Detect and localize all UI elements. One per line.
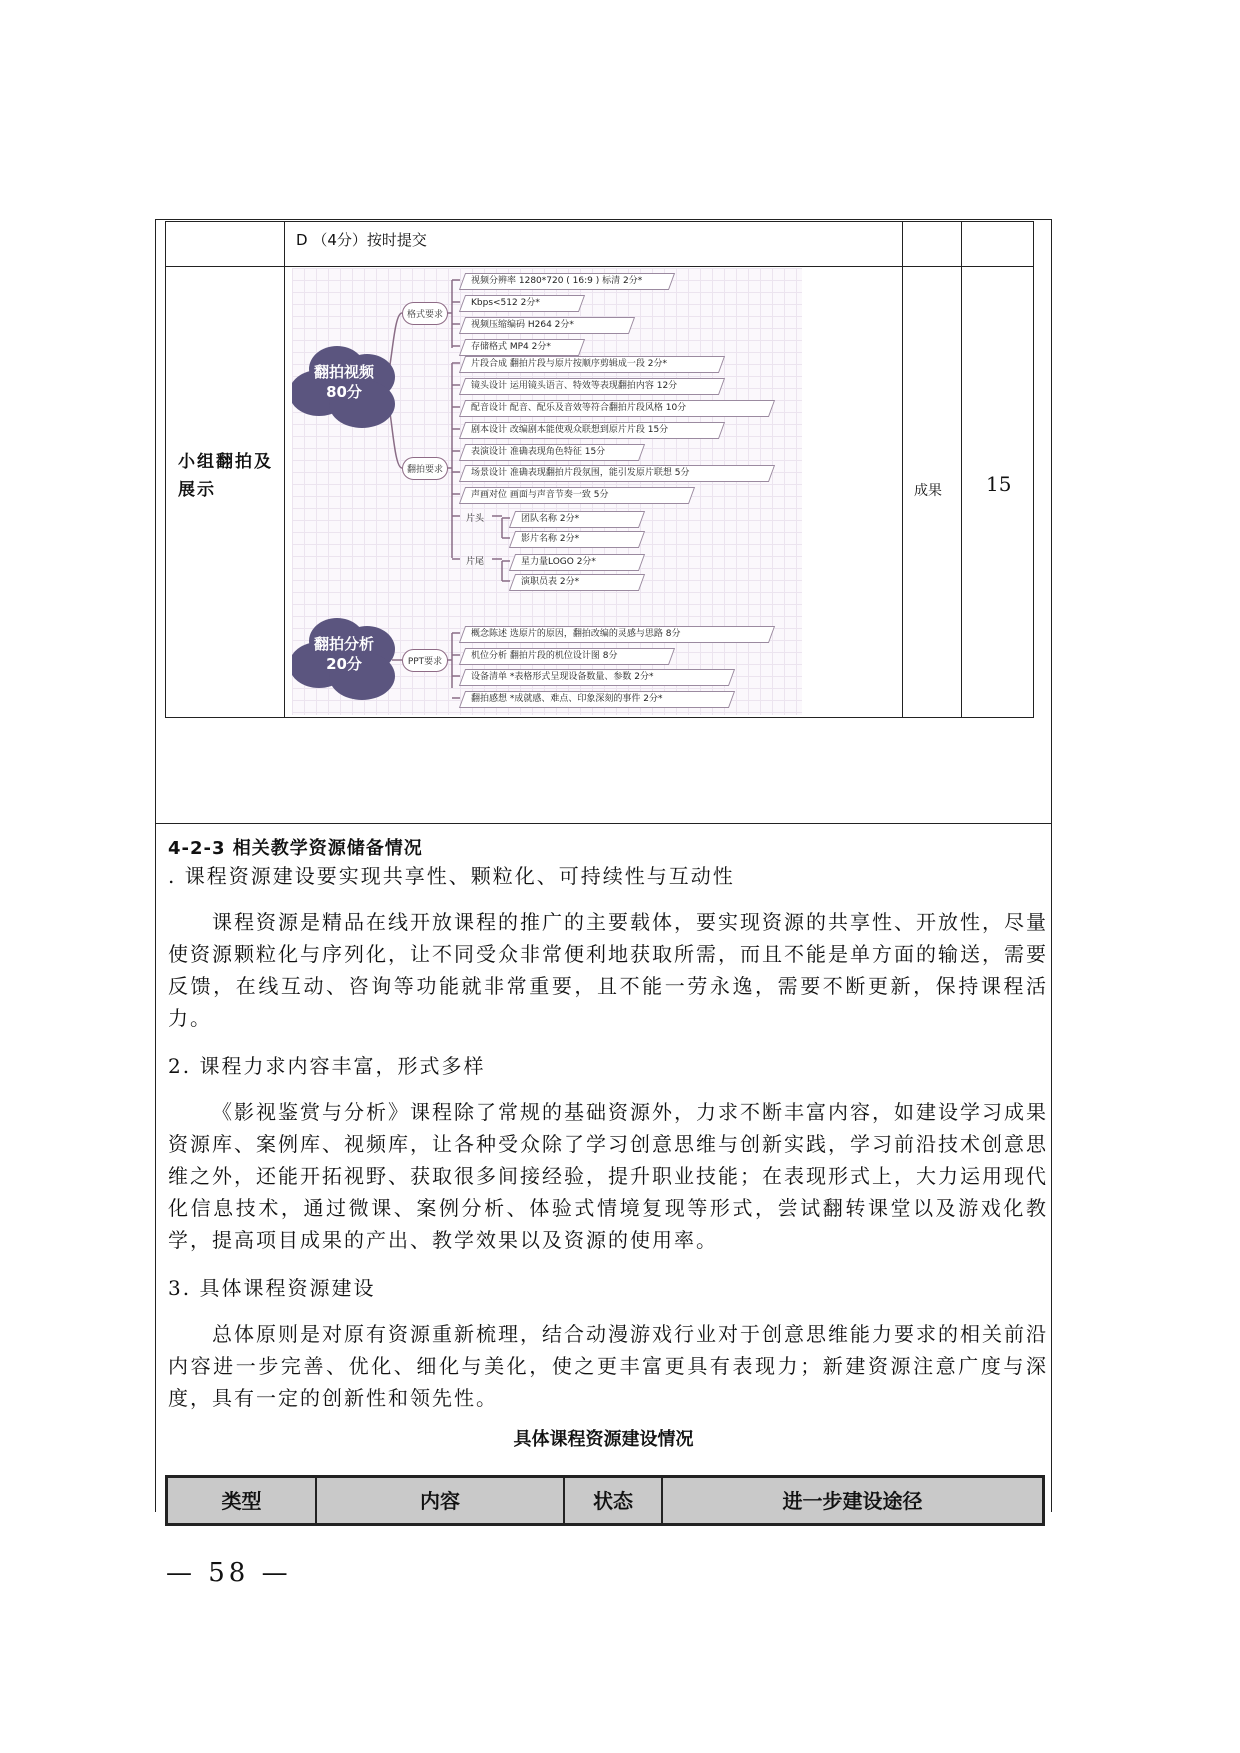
shoot-item: 场景设计 准确表现翻拍片段氛围，能引发原片联想 5分 (459, 465, 775, 482)
head-item: 团队名称 2分* (509, 511, 645, 528)
page-number: — 58 — (166, 1558, 292, 1588)
ppt-item: 概念陈述 选原片的原因，翻拍改编的灵感与思路 8分 (459, 626, 775, 643)
row2-score: 15 (986, 472, 1012, 496)
head-item: 影片名称 2分* (509, 531, 645, 548)
branch-ppt: PPT要求 (402, 649, 448, 672)
shoot-item: 片段合成 翻拍片段与原片按顺序剪辑成一段 2分* (459, 356, 725, 373)
tail-item: 星力量LOGO 2分* (509, 554, 645, 571)
shoot-item: 剧本设计 改编剧本能使观众联想到原片片段 15分 (459, 422, 725, 439)
row1-criterion: D （4分）按时提交 (296, 231, 427, 249)
para3-body: 总体原则是对原有资源重新梳理，结合动漫游戏行业对于创意思维能力要求的相关前沿内容进一步完善、优化、细化与美化，使之更丰富更具有表现力；新建资源注意广度与深度，具有一定的创新性和领先性。 (168, 1322, 1048, 1410)
tail-label: 片尾 (466, 557, 485, 567)
header-content: 内容 (420, 1489, 460, 1513)
para1-title: . 课程资源建设要实现共享性、颗粒化、可持续性与互动性 (168, 864, 735, 888)
para1-body: 课程资源是精品在线开放课程的推广的主要载体，要实现资源的共享性、开放性，尽量使资源颗粒化与序列化，让不同受众非常便利地获取所需，而且不能是单方面的输送，需要反馈，在线互动、咨询等功能就非常重要，且不能一劳永逸，需要不断更新，保持课程活力。 (168, 910, 1048, 1030)
format-item: 视频分辨率 1280*720 ( 16:9 ) 标清 2分* (459, 273, 675, 290)
ppt-item: 翻拍感想 *成就感、难点、印象深刻的事件 2分* (459, 691, 735, 708)
format-item: 存储格式 MP4 2分* (459, 339, 585, 356)
cloud-video (292, 346, 399, 430)
format-item: 视频压缩编码 H264 2分* (459, 317, 635, 334)
cloud-analysis (292, 618, 399, 702)
ppt-item: 机位分析 翻拍片段的机位设计图 8分 (459, 648, 675, 665)
shoot-item: 声画对位 画面与声音节奏一致 5分 (459, 487, 695, 504)
cloud-analysis-label: 翻拍分析 20分 (313, 635, 374, 673)
branch-format: 格式要求 (402, 302, 448, 325)
branch-shoot: 翻拍要求 (402, 457, 448, 480)
shoot-item: 配音设计 配音、配乐及音效等符合翻拍片段风格 10分 (459, 400, 775, 417)
row2-label: 小组翻拍及展示 (178, 452, 273, 500)
shoot-item: 表演设计 准确表现角色特征 15分 (459, 444, 645, 461)
header-status: 状态 (593, 1489, 633, 1513)
header-approach: 进一步建设途径 (782, 1489, 923, 1513)
cloud-video-label: 翻拍视频 80分 (313, 363, 374, 401)
para2-body: 《影视鉴赏与分析》课程除了常规的基础资源外，力求不断丰富内容，如建设学习成果资源库、案例库、视频库，让各种受众除了学习创意思维与创新实践，学习前沿技术创意思维之外，还能开拓视野、获取很多间接经验，提升职业技能；在表现形式上，大力运用现代化信息技术，通过微课、案例分析、体验式情境复现等形式，尝试翻转课堂以及游戏化教学，提高项目成果的产出、教学效果以及资源的使用率。 (168, 1100, 1048, 1252)
head-label: 片头 (466, 514, 485, 524)
tail-item: 演职员表 2分* (509, 574, 645, 591)
bottom-table-title: 具体课程资源建设情况 (513, 1429, 694, 1450)
row2-type: 成果 (914, 483, 942, 499)
ppt-item: 设备清单 *表格形式呈现设备数量、参数 2分* (459, 669, 735, 686)
mind-map-image (292, 268, 802, 715)
format-item: Kbps<512 2分* (459, 295, 585, 312)
para3-title: 3. 具体课程资源建设 (168, 1276, 376, 1300)
para2-title: 2. 课程力求内容丰富，形式多样 (168, 1054, 486, 1078)
header-type: 类型 (221, 1489, 262, 1513)
section-heading: 4-2-3 相关教学资源储备情况 (168, 838, 423, 859)
shoot-item: 镜头设计 运用镜头语言、特效等表现翻拍内容 12分 (459, 378, 725, 395)
